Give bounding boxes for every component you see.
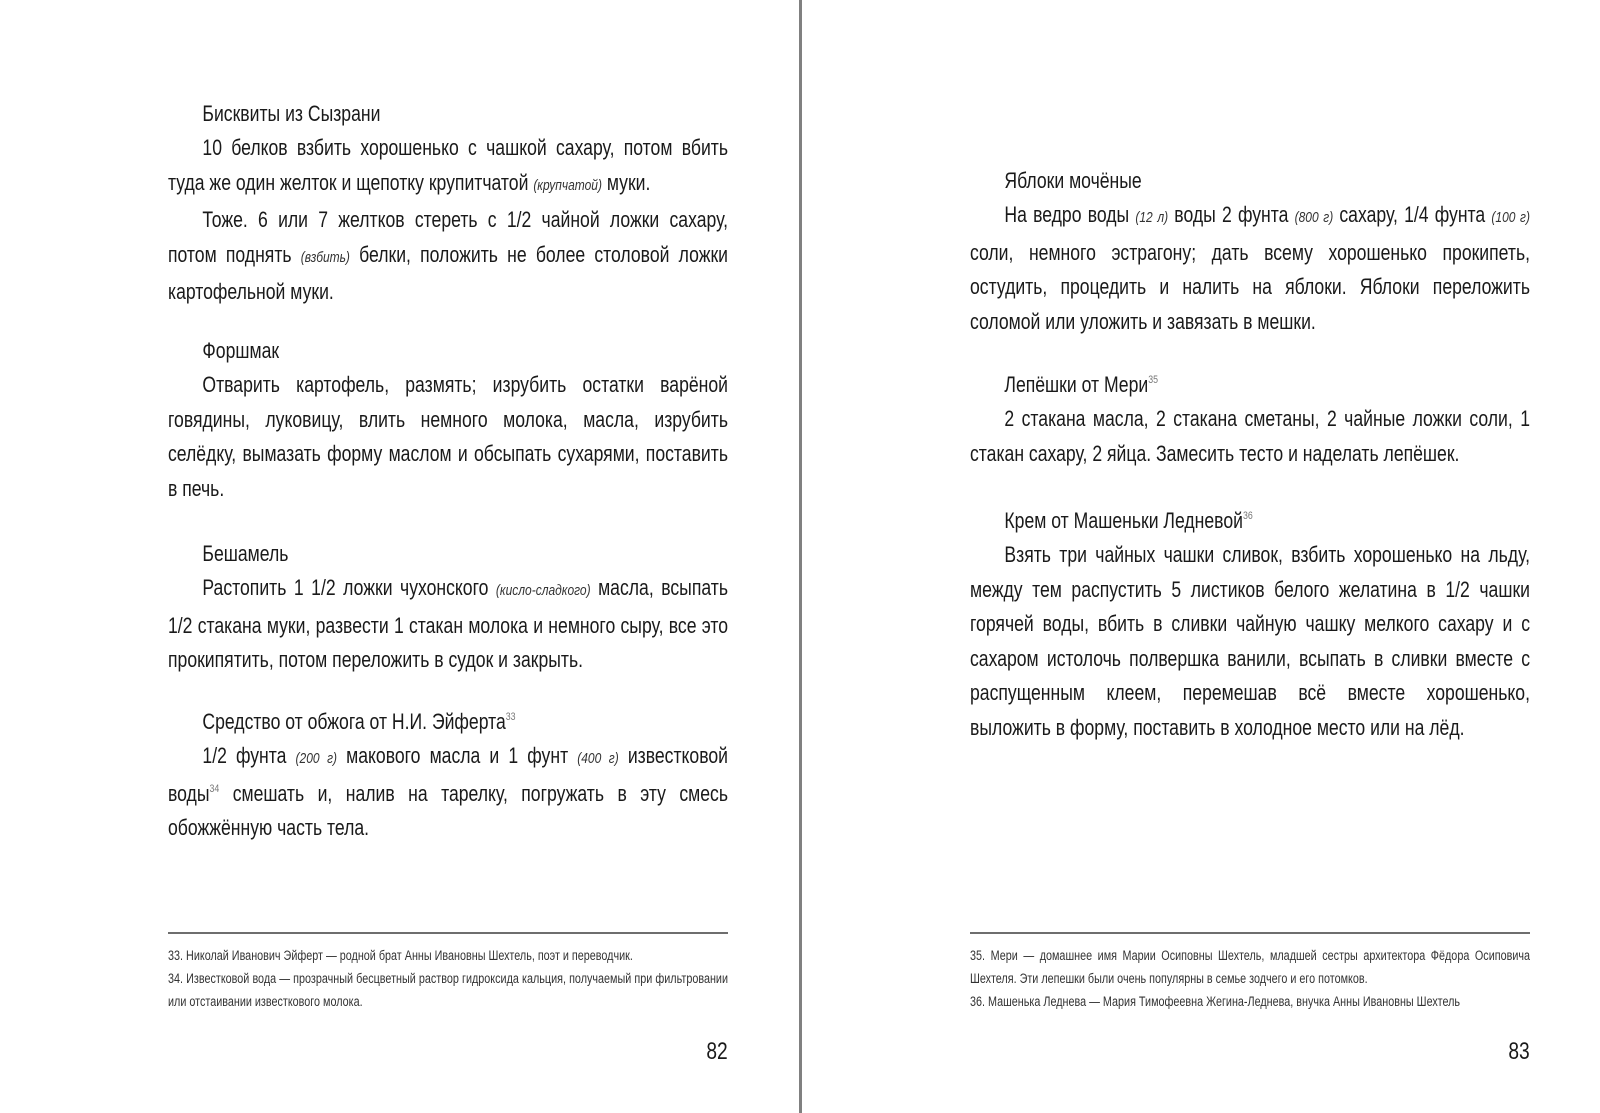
editorial-note: (400 г) <box>577 750 619 767</box>
text-run: 1/2 фунта <box>202 743 296 768</box>
text-run: воды 2 фунта <box>1168 202 1295 227</box>
text-run: макового масла и 1 фунт <box>337 743 578 768</box>
editorial-note: (100 г) <box>1491 209 1530 226</box>
footnote-ref[interactable]: 33 <box>505 711 516 723</box>
text-run: известковой воды <box>168 743 728 806</box>
editorial-note: (крупчатой) <box>533 176 602 194</box>
editorial-note: (800 г) <box>1294 209 1334 226</box>
footnote-ref[interactable]: 34 <box>209 782 220 795</box>
recipe-paragraph <box>168 203 728 310</box>
recipe-paragraph <box>168 368 728 506</box>
footnotes <box>970 944 1530 1013</box>
text-run: Взять три чайных чашки сливок, взбить хорошенько на льду, между тем распустить 5 листиков белого желатина в 1/2 чашки горячей воды, вбить в сливки чайную чашку мелкого сахару и с сахаром истолочь полвершка ванили, всыпать в сливки вместе с распущенным клеем, перемешав всё вместе хорошенько, выложить в форму, поставить в холодное место или на лёд. <box>970 542 1530 740</box>
recipe-paragraph <box>970 538 1530 746</box>
footnote-ref[interactable]: 36 <box>1242 510 1253 522</box>
recipe <box>970 163 1530 339</box>
text-run: сахару, 1/4 фунта <box>1333 202 1492 227</box>
page-left <box>168 0 728 1113</box>
footnote: 35. Мери — домашнее имя Марии Осиповны Шехтель, младшей сестры архитектора Фёдора Осиповича Шехтеля. Эти лепешки были очень популярны в семье зодчего и его потомков. <box>970 948 1530 986</box>
text-run: соли, немного эстрагону; дать всему хорошенько прокипеть, остудить, процедить и налить на яблоки. Яблоки переложить соломой или уложить и завязать в мешки. <box>970 239 1530 334</box>
recipe <box>168 333 728 506</box>
text-run: 10 белков взбить хорошенько с чашкой сахару, потом вбить туда же один желток и щепотку крупитчатой <box>168 135 728 195</box>
recipe-paragraph <box>168 739 728 846</box>
footnote: 34. Известковой вода — прозрачный бесцветный раствор гидроксида кальция, получаемый при фильтровании или отстаивании известкового молока. <box>168 971 728 1009</box>
footnote-ref[interactable]: 35 <box>1148 374 1159 386</box>
text-run: Растопить 1 1/2 ложки чухонского <box>202 575 496 600</box>
footnote: 33. Николай Иванович Эйферт — родной брат Анны Ивановны Шехтель, поэт и переводчик. <box>168 948 633 963</box>
footnote-rule <box>970 932 1530 934</box>
footnote: 36. Машенька Леднева — Мария Тимофеевна Жегина-Леднева, внучка Анны Ивановны Шехтель <box>970 994 1461 1009</box>
text-run: белки, положить не более столовой ложки картофельной муки. <box>168 241 728 305</box>
recipe-paragraph <box>970 198 1530 339</box>
text-run: муки. <box>601 169 651 195</box>
text-run: Тоже. 6 или 7 желтков стереть с 1/2 чайной ложки сахару, потом поднять <box>168 207 728 267</box>
page-right <box>970 0 1530 1113</box>
recipe <box>168 704 728 846</box>
editorial-note: (взбить) <box>300 248 350 266</box>
recipe-title: Форшмак <box>202 338 280 363</box>
recipe-paragraph <box>168 131 728 203</box>
recipe-title: Средство от обжога от Н.И. Эйферта$^{33}$ <box>202 709 516 734</box>
book-spine-divider <box>799 0 802 1113</box>
page-number: 82 <box>706 1038 728 1065</box>
recipe-title: Крем от Машеньки Ледневой$^{36}$ <box>1004 508 1253 533</box>
recipe-paragraph <box>168 571 728 678</box>
text-run: На ведро воды <box>1004 202 1136 227</box>
footnotes <box>168 944 728 1013</box>
editorial-note: (кисло-сладкого) <box>495 582 591 599</box>
editorial-note: (12 л) <box>1135 209 1169 226</box>
page-number: 83 <box>1508 1038 1530 1065</box>
recipe <box>168 536 728 678</box>
recipe <box>970 367 1530 471</box>
text-run: масла, всыпать 1/2 стакана муки, развести 1 стакан молока и немного сыру, все это прокипятить, потом переложить в судок и закрыть. <box>168 575 728 673</box>
footnote-rule <box>168 932 728 934</box>
recipe-paragraph <box>970 402 1530 471</box>
text-run: Отварить картофель, размять; изрубить остатки варёной говядины, луковицу, влить немного молока, масла, изрубить селёдку, вымазать форму маслом и обсыпать сухарями, поставить в печь. <box>168 372 728 501</box>
recipe <box>970 503 1530 746</box>
recipe-title: Лепёшки от Мери$^{35}$ <box>1004 372 1159 397</box>
recipe-title: Яблоки мочёные <box>1004 168 1142 193</box>
recipe-title: Бисквиты из Сызрани <box>202 101 381 126</box>
text-run: смешать и, налив на тарелку, погружать в эту смесь обожжённую часть тела. <box>168 780 728 841</box>
recipe <box>168 96 728 310</box>
editorial-note: (200 г) <box>295 750 338 767</box>
text-run: 2 стакана масла, 2 стакана сметаны, 2 чайные ложки соли, 1 стакан сахару, 2 яйца. Замесить тесто и наделать лепёшек. <box>970 406 1530 466</box>
recipe-title: Бешамель <box>202 541 289 566</box>
